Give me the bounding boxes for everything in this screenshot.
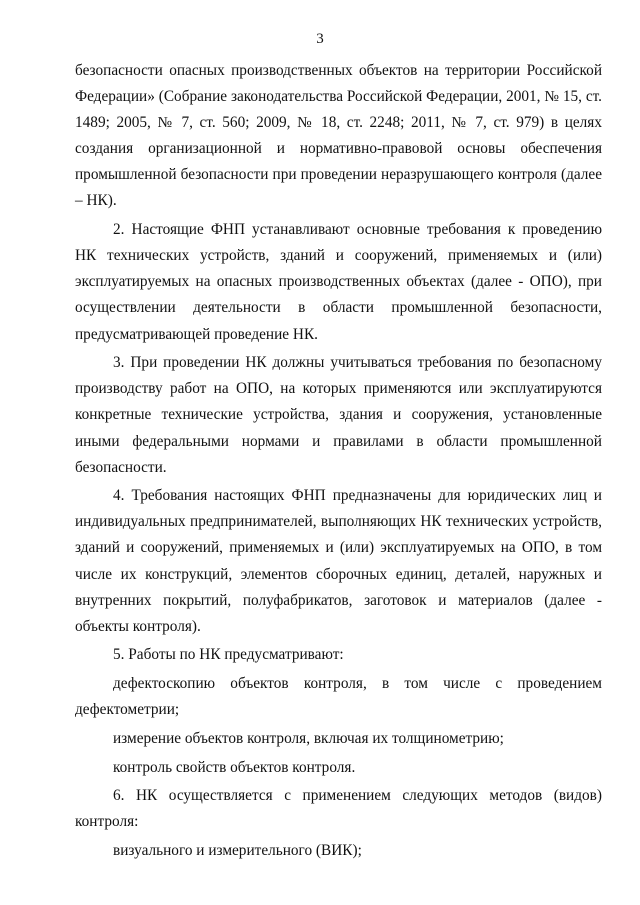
paragraph-item-3: 3. При проведении НК должны учитываться требования по безопасному производству работ на ОПО, на которых применяются или эксплуатируются конкретные технические устройства, здания и сооружения, установленные иными федеральными нормами и правилами в области промышленной безопасности. xyxy=(75,354,602,476)
paragraph-item-2: 2. Настоящие ФНП устанавливают основные требования к проведению НК технических устройств, зданий и сооружений, применяемых и (или) эксплуатируемых на опасных производственных объектах (далее - ОПО), при осуществлении деятельности в области промышленной безопасности, предусматривающей проведение НК. xyxy=(75,221,602,343)
paragraph-item-5-defectoscopy: дефектоскопию объектов контроля, в том числе с проведением дефектометрии; xyxy=(75,675,602,719)
paragraph-item-5-measurement: измерение объектов контроля, включая их толщинометрию; xyxy=(113,729,504,747)
paragraph-intro-continuation: безопасности опасных производственных объектов на территории Российской Федерации» (Собрание законодательства Российской Федерации, 2001, № 15, ст. 1489; 2005, № 7, ст. 560; 2009, № 18, ст. 2248; 2011, № 7, ст. 979) в целях создания организационной и нормативно-правовой основы обеспечения промышленной безопасности при проведении неразрушающего контроля (далее – НК). xyxy=(75,62,602,210)
document-body xyxy=(75,58,602,867)
paragraph-item-5-properties: контроль свойств объектов контроля. xyxy=(113,758,356,776)
paragraph-item-6-visual: визуального и измерительного (ВИК); xyxy=(113,842,362,860)
paragraph-item-6: 6. НК осуществляется с применением следующих методов (видов) контроля: xyxy=(75,787,602,831)
paragraph-item-4: 4. Требования настоящих ФНП предназначены для юридических лиц и индивидуальных предпринимателей, выполняющих НК технических устройств, зданий и сооружений, применяемых и (или) эксплуатируемых на ОПО, в том числе их конструкций, элементов сборочных единиц, деталей, наружных и внутренних покрытий, полуфабрикатов, заготовок и материалов (далее - объекты контроля). xyxy=(75,487,602,635)
paragraph-item-5: 5. Работы по НК предусматривают: xyxy=(113,646,344,664)
page-number: 3 xyxy=(316,31,324,47)
